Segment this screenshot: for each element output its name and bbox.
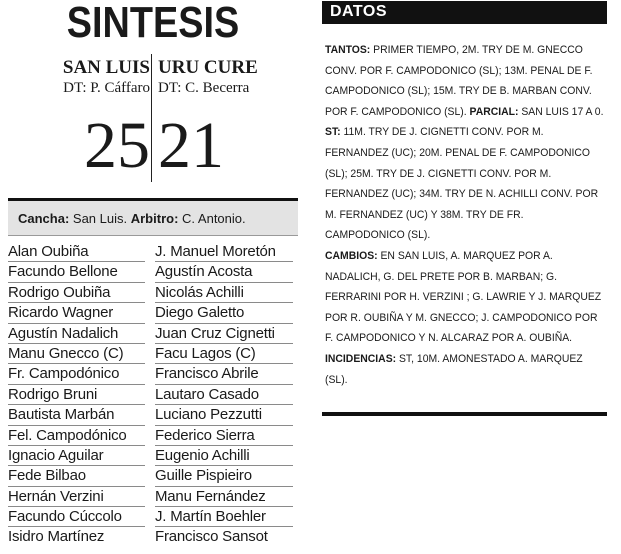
away-player: Diego Galetto: [155, 303, 293, 323]
away-player: Federico Sierra: [155, 426, 293, 446]
parcial-text: SAN LUIS 17 A 0.: [518, 105, 604, 118]
score-divider: [151, 54, 152, 182]
incidencias-paragraph: [325, 349, 604, 390]
home-player: Facundo Cúccolo: [8, 507, 145, 527]
home-player: Fel. Campodónico: [8, 426, 145, 446]
away-player: Luciano Pezzutti: [155, 405, 293, 425]
home-team-name: SAN LUIS: [62, 57, 150, 78]
st-label: ST:: [325, 126, 341, 139]
sintesis-title: SINTESIS: [66, 0, 240, 47]
datos-header: DATOS: [322, 1, 607, 24]
home-player: Ignacio Aguilar: [8, 446, 145, 466]
home-coach: DT: P. Cáffaro: [63, 80, 150, 96]
away-player: Agustín Acosta: [155, 262, 293, 282]
datos-bottom-rule: [322, 412, 607, 416]
away-player: J. Martín Boehler: [155, 507, 293, 527]
home-player: Ricardo Wagner: [8, 303, 145, 323]
cancha-label: Cancha:: [18, 211, 70, 226]
home-player: Rodrigo Bruni: [8, 385, 145, 405]
tantos-text-2: 11M. TRY DE J. CIGNETTI CONV. POR M. FERNANDEZ (UC); 20M. PENAL DE F. CAMPODONICO (SL); 25M. TRY DE J. CIGNETTI CONV. POR M. FERNANDEZ (UC); 34M. TRY DE N. ACHILLI CONV. POR M. FERNANDEZ (UC) Y 38M. TRY DE FR. CAMPODONICO (SL).: [325, 126, 599, 242]
home-player: Isidro Martínez: [8, 528, 105, 546]
away-player: Nicolás Achilli: [155, 283, 293, 303]
arbitro-label: Arbitro:: [130, 211, 179, 226]
datos-body: [325, 40, 604, 390]
away-player: J. Manuel Moretón: [155, 242, 293, 262]
home-player: Rodrigo Oubiña: [8, 283, 145, 303]
sintesis-panel: [8, 0, 298, 554]
incidencias-text: ST, 10M. AMONESTADO A. MARQUEZ (SL).: [325, 352, 583, 386]
home-player: Fr. Campodónico: [8, 364, 145, 384]
away-score: 21: [158, 109, 224, 182]
cambios-text: EN SAN LUIS, A. MARQUEZ POR A. NADALICH, G. DEL PRETE POR B. MARBAN; G. FERRARINI POR H. VERZINI ; G. LAWRIE Y J. MARQUEZ POR R. OUBIÑA Y M. GNECCO; J. CAMPODONICO POR F. CAMPODONICO Y N. ALCARAZ POR A. OUBIÑA.: [325, 249, 602, 345]
away-coach: DT: C. Becerra: [158, 80, 250, 96]
away-player: Guille Pispieiro: [155, 466, 293, 486]
arbitro-value: C. Antonio.: [178, 211, 246, 226]
venue-box: [8, 198, 298, 236]
away-player: Francisco Abrile: [155, 364, 293, 384]
home-player: Manu Gnecco (C): [8, 344, 145, 364]
cancha-value: San Luis.: [69, 211, 131, 226]
home-score: 25: [84, 109, 150, 182]
away-player: Lautaro Casado: [155, 385, 293, 405]
tantos-paragraph: [325, 40, 604, 246]
tantos-text-1: PRIMER TIEMPO, 2M. TRY DE M. GNECCO CONV. POR F. CAMPODONICO (SL); 13M. PENAL DE F. CAMPODONICO (SL); 15M. TRY DE B. MARBAN CONV. POR F. CAMPODONICO (SL).: [325, 44, 593, 118]
away-player: Manu Fernández: [155, 487, 293, 507]
parcial-label: PARCIAL:: [469, 105, 519, 118]
incidencias-label: INCIDENCIAS:: [325, 352, 397, 365]
home-player: Bautista Marbán: [8, 405, 145, 425]
away-roster: [155, 242, 293, 548]
datos-panel: [322, 0, 607, 554]
home-roster: [8, 242, 145, 548]
home-player: Fede Bilbao: [8, 466, 145, 486]
away-team-name: URU CURE: [158, 57, 258, 78]
home-player: Agustín Nadalich: [8, 324, 145, 344]
cambios-paragraph: [325, 246, 604, 349]
away-player: Eugenio Achilli: [155, 446, 293, 466]
away-player: Juan Cruz Cignetti: [155, 324, 293, 344]
tantos-label: TANTOS:: [325, 44, 371, 56]
cambios-label: CAMBIOS:: [325, 249, 378, 262]
away-player: Facu Lagos (C): [155, 344, 293, 364]
away-player: Francisco Sansot: [155, 528, 268, 546]
home-player: Hernán Verzini: [8, 487, 145, 507]
home-player: Facundo Bellone: [8, 262, 145, 282]
home-player: Alan Oubiña: [8, 242, 145, 262]
